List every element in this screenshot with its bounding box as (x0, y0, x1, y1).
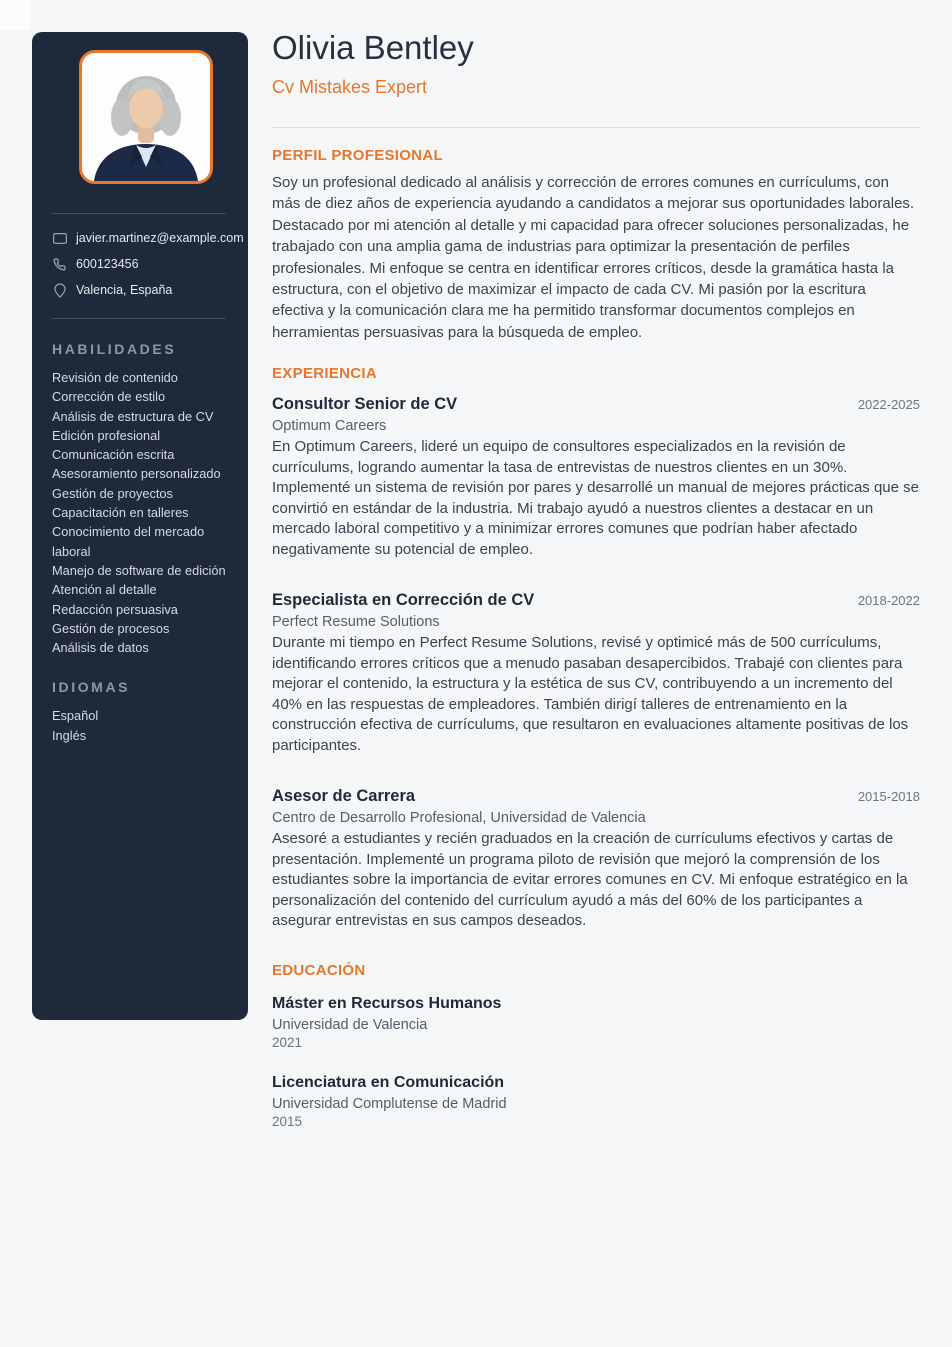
skills-list (52, 368, 240, 657)
experience-title: Consultor Senior de CV (272, 395, 458, 414)
education-degree: Licenciatura en Comunicación (272, 1073, 505, 1091)
experience-description: Durante mi tiempo en Perfect Resume Solutions, revisé y optimicé más de 500 currículums, identificando errores críticos que a menudo pasaban desapercibidos. Trabajé con clientes para mejorar el contenido, la estructura y la estética de sus CV, contribuyendo a un incremento del 40% en las respuestas de empleadores. También dirigí talleres de entrenamiento en la construcción efectiva de currículums, que resultaron en evaluaciones altamente positivas de los participantes. (272, 634, 909, 754)
experience-entry-header (272, 590, 920, 611)
experience-entry-header (272, 394, 920, 415)
envelope-icon (52, 231, 67, 246)
skill-item: Asesoramiento personalizado (52, 466, 221, 482)
phone-icon (52, 257, 67, 272)
experience-dates: 2018-2022 (857, 593, 920, 609)
experience-entry (272, 786, 920, 932)
profile-photo-image (82, 53, 210, 181)
education-section-heading: EDUCACIÓN (272, 961, 366, 979)
skill-item: Análisis de datos (52, 640, 149, 656)
skill-item: Atención al detalle (52, 582, 157, 598)
skill-item: Análisis de estructura de CV (52, 408, 214, 424)
contact-phone-text: 600123456 (76, 257, 139, 271)
skill-item: Capacitación en talleres (52, 505, 189, 521)
education-year: 2015 (272, 1113, 303, 1129)
experience-company: Optimum Careers (272, 418, 387, 435)
education-year: 2021 (272, 1034, 303, 1050)
contact-location (52, 282, 240, 298)
skills-section-title: HABILIDADES (52, 341, 177, 357)
skill-item: Gestión de procesos (52, 620, 170, 636)
sidebar-divider-bottom (52, 318, 226, 319)
contact-location-text: Valencia, España (76, 283, 173, 297)
person-job-title: Cv Mistakes Expert (272, 77, 428, 97)
education-degree: Máster en Recursos Humanos (272, 994, 502, 1012)
education-entry (272, 993, 920, 1051)
experience-entry (272, 394, 920, 560)
experience-title: Especialista en Corrección de CV (272, 591, 535, 610)
experience-description: Asesoré a estudiantes y recién graduados en la creación de currículums efectivos y cartas de presentación. Implementé un programa piloto de revisión que mejoró la comprensión de los estudiantes sobre la importancia de evitar errores comunes en CV. Mi enfoque estratégico en la personalización del contenido del currículum ayudó a más del 60% de los participantes a asegurar entrevistas en sus campos deseados. (272, 830, 908, 930)
experience-entry (272, 590, 920, 756)
skill-item: Conocimiento del mercado laboral (52, 524, 205, 559)
languages-list (52, 706, 240, 745)
experience-title: Asesor de Carrera (272, 787, 416, 806)
languages-section-title: IDIOMAS (52, 679, 131, 696)
experience-company: Centro de Desarrollo Profesional, Universidad de Valencia (272, 810, 646, 827)
education-entry (272, 1072, 920, 1130)
skill-item: Manejo de software de edición (52, 562, 226, 578)
education-school: Universidad de Valencia (272, 1016, 428, 1033)
experience-dates: 2022-2025 (857, 397, 920, 413)
skill-item: Corrección de estilo (52, 389, 166, 405)
language-item: Inglés (52, 727, 87, 743)
profile-section-heading: PERFIL PROFESIONAL (272, 147, 443, 164)
skill-item: Gestión de proyectos (52, 485, 173, 501)
resume-main (272, 28, 920, 1151)
experience-dates: 2015-2018 (857, 789, 920, 805)
profile-text: Soy un profesional dedicado al análisis y corrección de errores comunes en currículums, con más de diez años de experiencia ayudando a candidatos a mejorar sus oportunidades laborales. Destacado por mi atención al detalle y mi capacidad para ofrecer soluciones personalizadas, he trabajado con una amplia gama de industrias para optimizar la presentación de perfiles profesionales. Mi enfoque se centra en identificar errores críticos, desde la gramática hasta la estructura, con el objetivo de maximizar el impacto de cada CV. Mi pasión por la escritura efectiva y la comunicación clara me ha permitido transformar documentos complejos en herramientas persuasivas para la búsqueda de empleo. (272, 174, 915, 341)
contact-email (52, 230, 244, 246)
skill-item: Edición profesional (52, 427, 161, 443)
skill-item: Revisión de contenido (52, 370, 178, 385)
profile-photo (79, 50, 213, 184)
sidebar (32, 32, 248, 1020)
language-item: Español (52, 708, 99, 724)
experience-company: Perfect Resume Solutions (272, 614, 440, 631)
contact-email-text: javier.martinez@example.com (76, 231, 244, 245)
contact-phone (52, 256, 240, 272)
education-section (272, 962, 920, 1130)
corner-artifact (0, 0, 30, 30)
person-name: Olivia Bentley (272, 29, 474, 66)
sidebar-divider-top (52, 213, 226, 214)
experience-entry-header (272, 786, 920, 807)
skill-item: Comunicación escrita (52, 447, 175, 463)
profile-section (272, 147, 920, 343)
header-divider (272, 127, 920, 128)
experience-section-heading: EXPERIENCIA (272, 365, 377, 383)
skill-item: Redacción persuasiva (52, 601, 178, 617)
education-school: Universidad Complutense de Madrid (272, 1095, 507, 1112)
experience-description: En Optimum Careers, lideré un equipo de consultores especializados en la revisión de currículums, logrando aumentar la tasa de entrevistas de nuestros clientes en un 30%. Implementé un sistema de revisión por pares y desarrollé un manual de mejores prácticas que se convirtió en estándar de la industria. Mi trabajo ayudó a nuestros clientes a destacar en un mercado laboral competitivo y a minimizar errores comunes que podrían haber afectado negativamente su potencial de empleo. (272, 438, 919, 558)
experience-section (272, 365, 920, 932)
location-pin-icon (52, 283, 67, 298)
